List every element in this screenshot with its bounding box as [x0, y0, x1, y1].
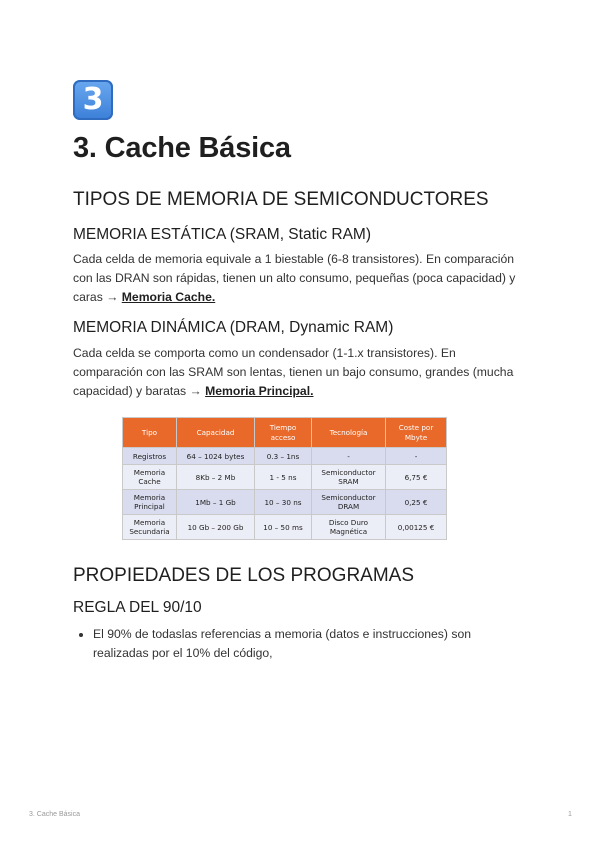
table-cell: 1 - 5 ns	[255, 465, 312, 490]
list-item: • El 90% de todaslas referencias a memoria (datos e instrucciones) son realizadas por el 10% del código,	[93, 625, 523, 663]
table-cell: 10 – 50 ms	[255, 515, 312, 540]
table-cell: -	[312, 448, 386, 465]
table-row	[123, 490, 447, 515]
table-header-tecnologia: Tecnología	[312, 418, 386, 448]
table-cell: 10 – 30 ns	[255, 490, 312, 515]
emoji-label: 3	[73, 80, 113, 120]
table-header-capacidad: Capacidad	[177, 418, 255, 448]
table-cell: 64 – 1024 bytes	[177, 448, 255, 465]
table-cell: Memoria Cache	[123, 465, 177, 490]
sram-paragraph	[73, 250, 518, 307]
table-cell: 0.3 – 1ns	[255, 448, 312, 465]
dram-paragraph	[73, 344, 518, 401]
table-cell: -	[386, 448, 447, 465]
memoria-cache-link[interactable]: Memoria Cache.	[121, 290, 216, 304]
table-header-tipo: Tipo	[123, 418, 177, 448]
dram-heading: MEMORIA DINÁMICA (DRAM, Dynamic RAM)	[73, 319, 394, 336]
keycap-3-emoji-icon	[73, 80, 113, 120]
table-cell: Disco Duro Magnética	[312, 515, 386, 540]
page-title: 3. Cache Básica	[73, 132, 291, 164]
rule-90-10-heading: REGLA DEL 90/10	[73, 599, 202, 616]
table-cell: Registros	[123, 448, 177, 465]
sram-text: Cada celda de memoria equivale a 1 biestable (6-8 transistores). En comparación con las DRAN son rápidas, tienen un alto consumo, pequeñas (poca capacidad) y caras →	[73, 252, 516, 304]
table-cell: Memoria Principal	[123, 490, 177, 515]
table-cell: Semiconductor DRAM	[312, 490, 386, 515]
sram-heading: MEMORIA ESTÁTICA (SRAM, Static RAM)	[73, 226, 371, 243]
footer-page-number: 1	[568, 811, 572, 818]
table-cell: 0,25 €	[386, 490, 447, 515]
rule-bullet-list	[73, 625, 523, 663]
table-cell: 6,75 €	[386, 465, 447, 490]
table-cell: 8Kb – 2 Mb	[177, 465, 255, 490]
table-cell: 10 Gb – 200 Gb	[177, 515, 255, 540]
table-cell: 1Mb – 1 Gb	[177, 490, 255, 515]
table-header-tiempo: Tiempo acceso	[255, 418, 312, 448]
table-row	[123, 465, 447, 490]
table-cell: Memoria Secundaria	[123, 515, 177, 540]
footer-title: 3. Cache Básica	[29, 811, 80, 818]
memoria-principal-link[interactable]: Memoria Principal.	[205, 384, 314, 398]
table-row	[123, 515, 447, 540]
section-heading-program-properties: PROPIEDADES DE LOS PROGRAMAS	[73, 565, 415, 586]
table-header-coste: Coste por Mbyte	[386, 418, 447, 448]
memory-comparison-table	[122, 417, 447, 540]
table-row	[123, 448, 447, 465]
section-heading-memory-types: TIPOS DE MEMORIA DE SEMICONDUCTORES	[73, 189, 489, 210]
table-cell: Semiconductor SRAM	[312, 465, 386, 490]
dram-text: Cada celda se comporta como un condensador (1-1.x transistores). En comparación con las SRAM son lentas, tienen un bajo consumo, grandes (mucha capacidad) y baratas →	[73, 346, 514, 398]
table-cell: 0,00125 €	[386, 515, 447, 540]
